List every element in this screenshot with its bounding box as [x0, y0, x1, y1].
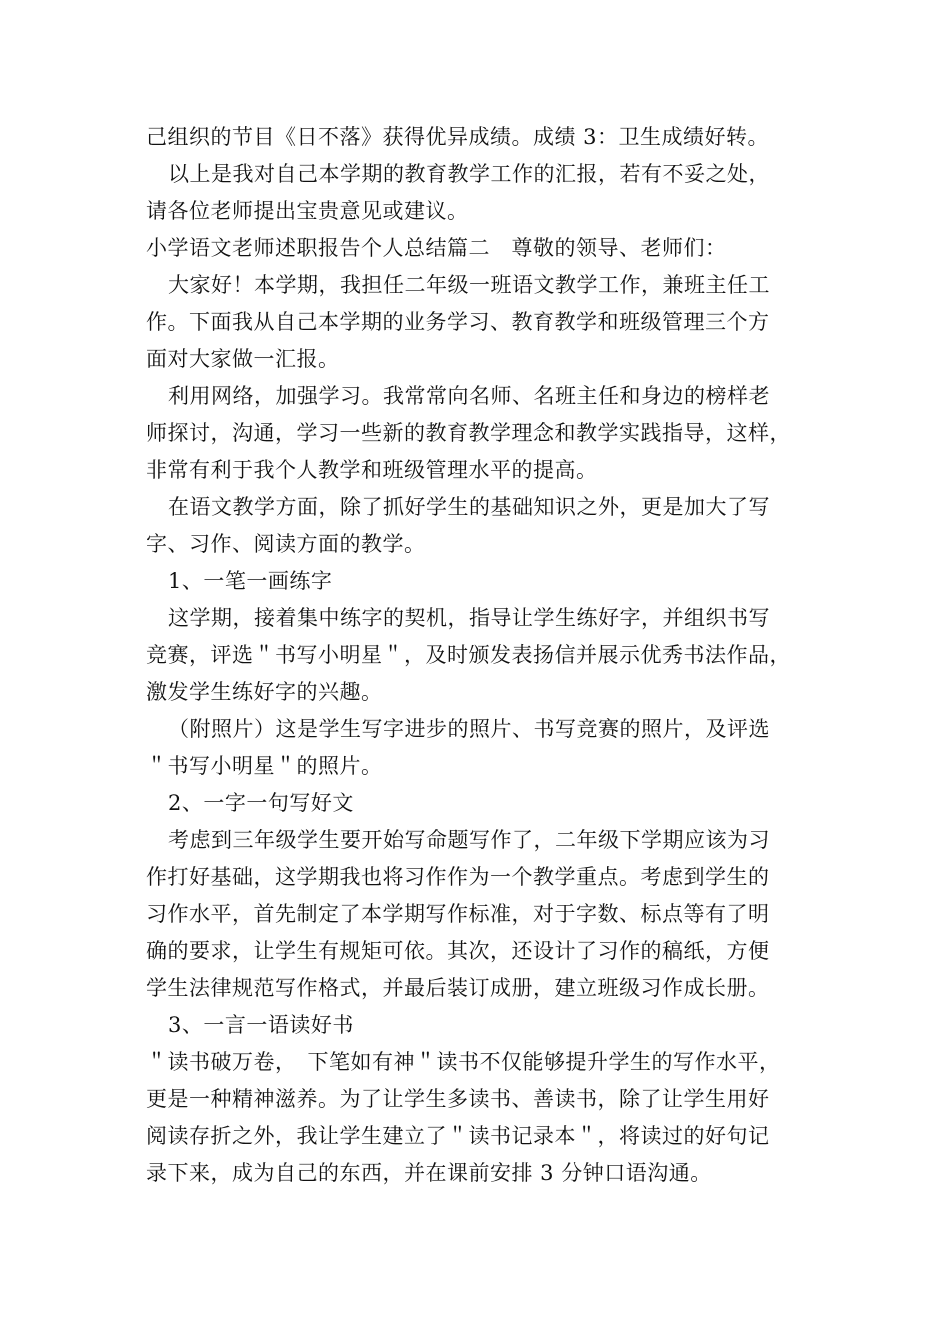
text-line: 非常有利于我个人教学和班级管理水平的提高。: [146, 458, 598, 482]
text-line: 面对大家做一汇报。: [146, 347, 340, 371]
text-line: 阅读存折之外，我让学生建立了＂读书记录本＂，将读过的好句记: [146, 1124, 770, 1148]
text-line: 确的要求，让学生有规矩可依。其次，还设计了习作的稿纸，方便: [146, 939, 770, 963]
text-line: 习作水平，首先制定了本学期写作标准，对于字数、标点等有了明: [146, 902, 770, 926]
text-line: （附照片）这是学生写字进步的照片、书写竞赛的照片，及评选: [168, 717, 770, 741]
text-line: 竞赛，评选＂书写小明星＂，及时颁发表扬信并展示优秀书法作品，: [146, 643, 791, 667]
text-line: 这学期，接着集中练字的契机，指导让学生练好字，并组织书写: [168, 606, 770, 630]
text-line: 在语文教学方面，除了抓好学生的基础知识之外，更是加大了写: [168, 495, 770, 519]
subsection-heading: 1、一笔一画练字: [168, 569, 333, 593]
text-line: ＂读书破万卷， 下笔如有神＂读书不仅能够提升学生的写作水平，: [146, 1050, 781, 1074]
text-line: 更是一种精神滋养。为了让学生多读书、善读书，除了让学生用好: [146, 1087, 770, 1111]
section-heading: 小学语文老师述职报告个人总结篇二 尊敬的领导、老师们：: [146, 236, 727, 260]
subsection-heading: 2、一字一句写好文: [168, 791, 354, 815]
text-line: 录下来，成为自己的东西，并在课前安排 3 分钟口语沟通。: [146, 1161, 712, 1185]
subsection-heading: 3、一言一语读好书: [168, 1013, 354, 1037]
text-line: 考虑到三年级学生要开始写命题写作了，二年级下学期应该为习: [168, 828, 770, 852]
text-line: 作打好基础，这学期我也将习作作为一个教学重点。考虑到学生的: [146, 865, 770, 889]
text-line: 利用网络，加强学习。我常常向名师、名班主任和身边的榜样老: [168, 384, 770, 408]
text-line: 作。下面我从自己本学期的业务学习、教育教学和班级管理三个方: [146, 310, 770, 334]
text-line: 大家好！本学期，我担任二年级一班语文教学工作，兼班主任工: [168, 273, 770, 297]
text-line: 己组织的节目《日不落》获得优异成绩。成绩 3：卫生成绩好转。: [146, 125, 770, 149]
text-line: 激发学生练好字的兴趣。: [146, 680, 383, 704]
text-line: 师探讨，沟通，学习一些新的教育教学理念和教学实践指导，这样，: [146, 421, 791, 445]
text-line: 学生法律规范写作格式，并最后装订成册，建立班级习作成长册。: [146, 976, 770, 1000]
text-line: 请各位老师提出宝贵意见或建议。: [146, 199, 469, 223]
text-line: ＂书写小明星＂的照片。: [146, 754, 383, 778]
text-line: 字、习作、阅读方面的教学。: [146, 532, 426, 556]
text-line: 以上是我对自己本学期的教育教学工作的汇报，若有不妥之处，: [168, 162, 770, 186]
